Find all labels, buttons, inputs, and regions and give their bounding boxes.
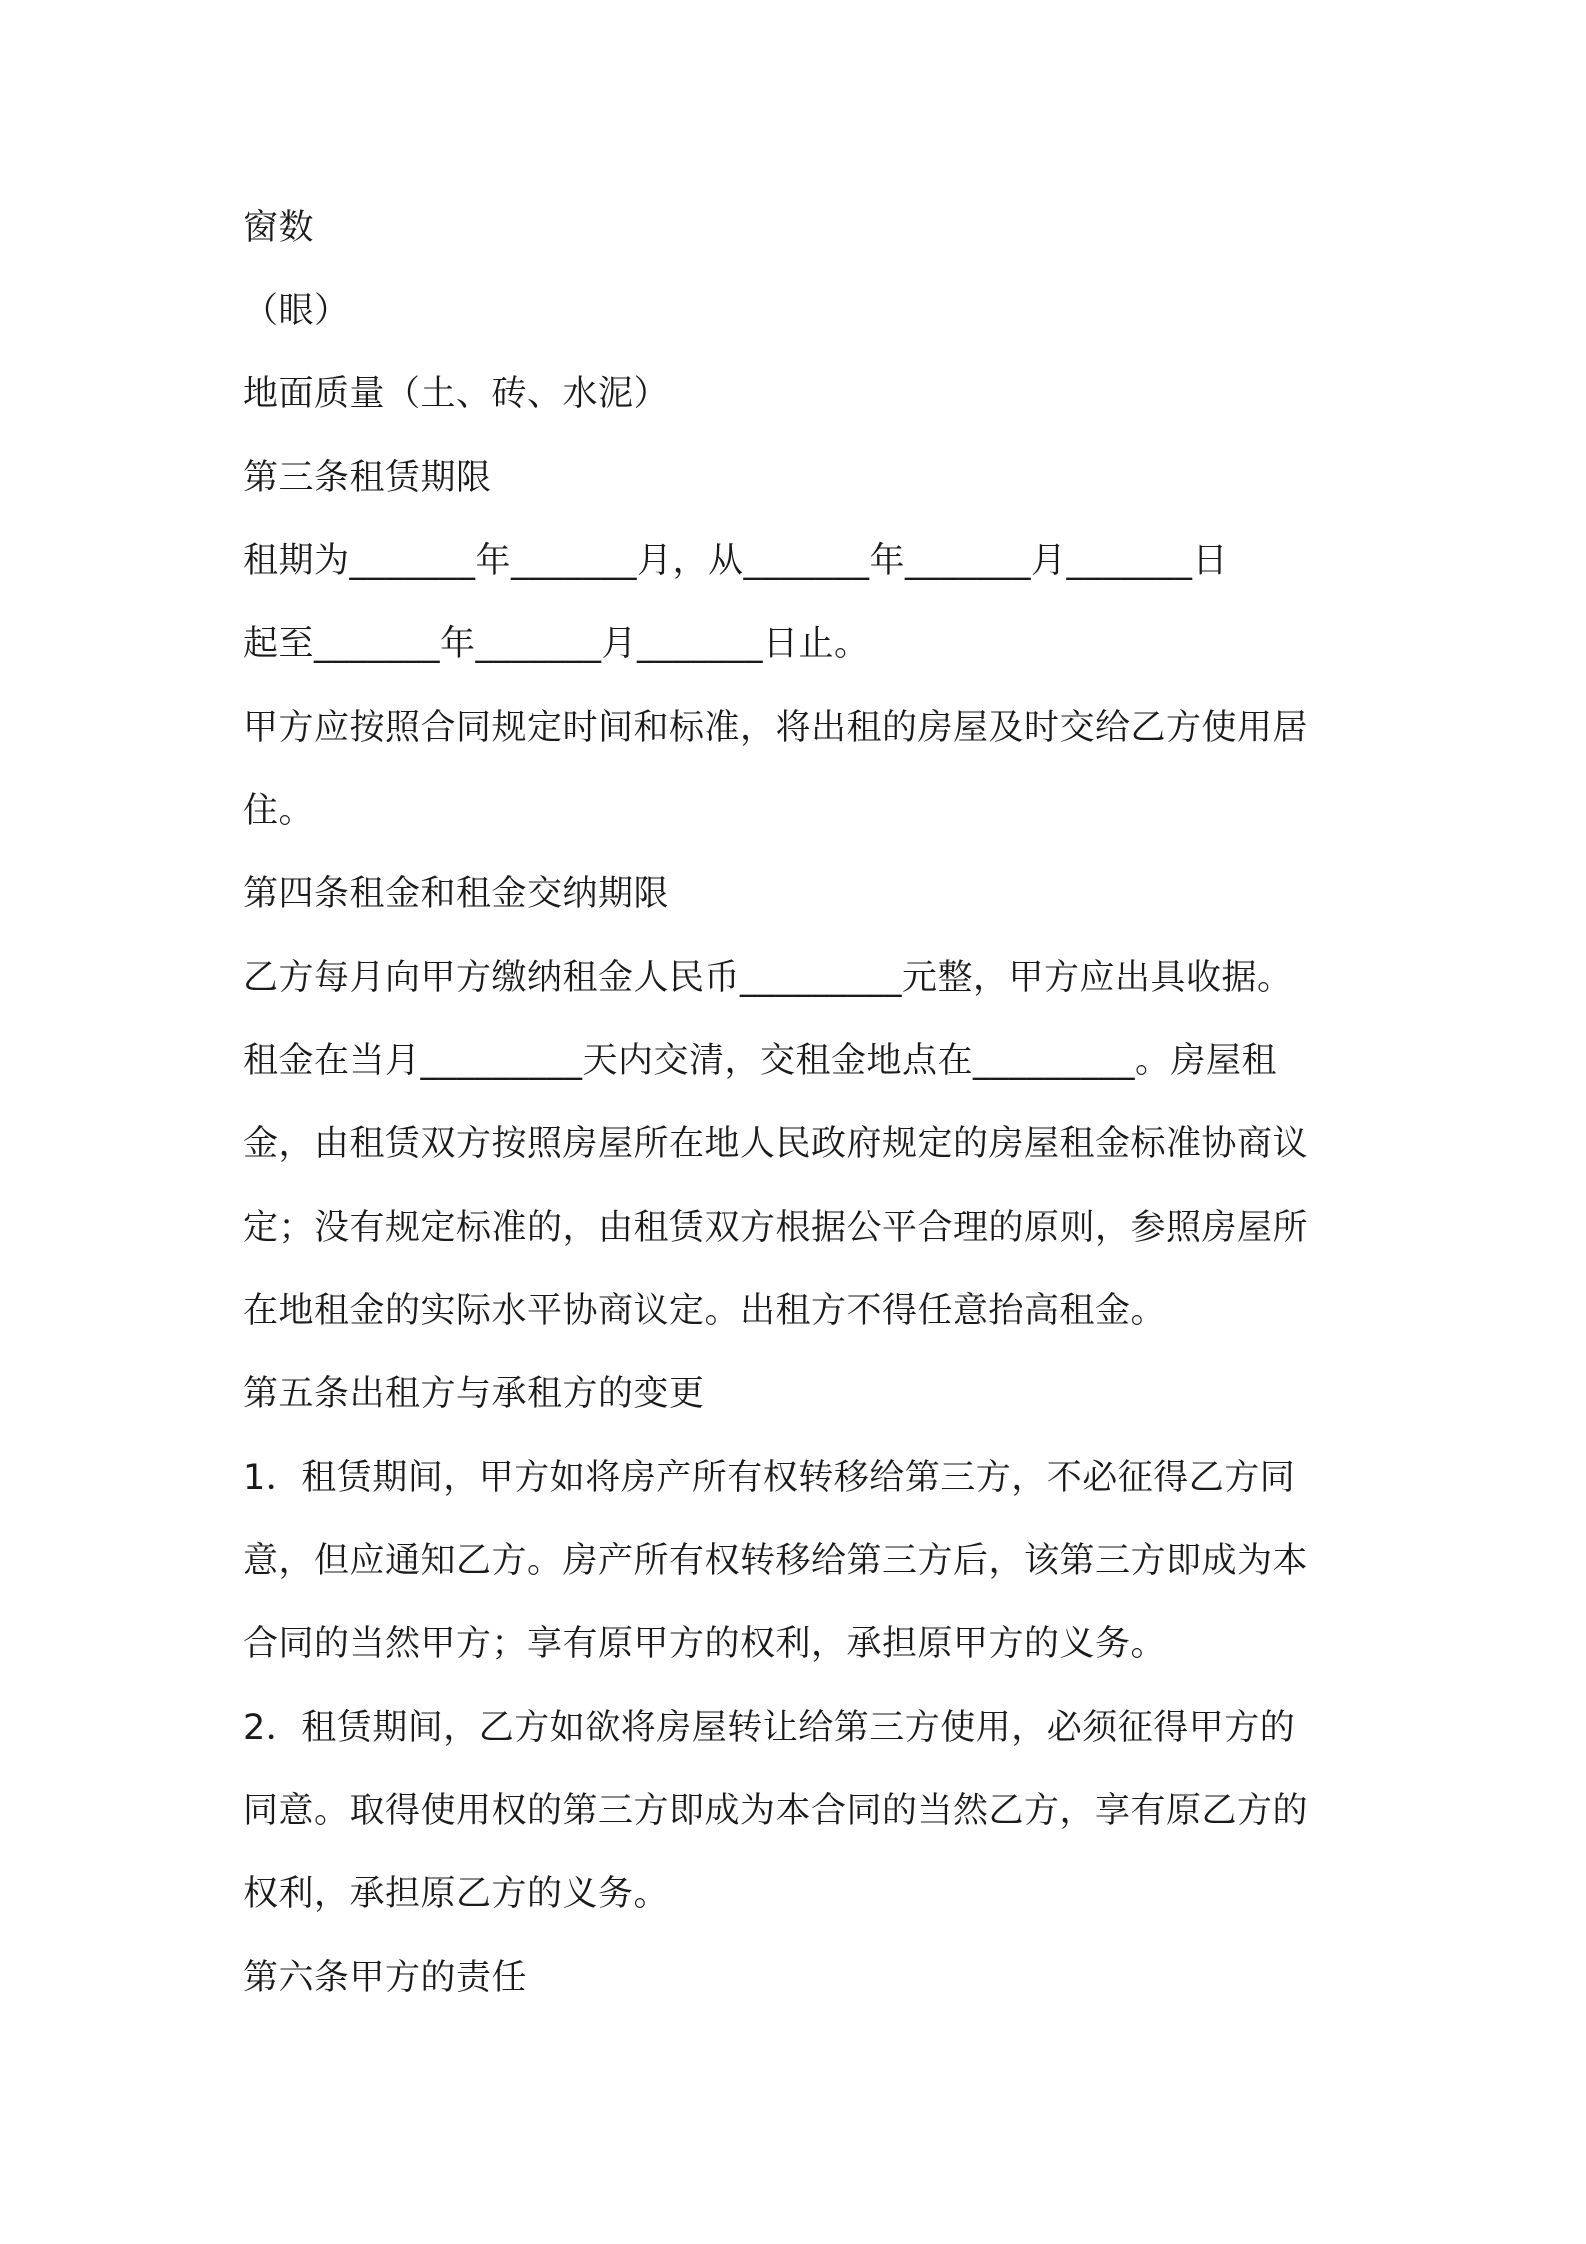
text-line-clause-2b: 同意。取得使用权的第三方即成为本合同的当然乙方，享有原乙方的 [243,1791,1309,1831]
section-heading-lease-term: 第三条租赁期限 [243,458,492,498]
text-line-rent-level: 在地租金的实际水平协商议定。出租方不得任意抬高租金。 [243,1291,1167,1331]
text-line-lease-end: 起至_______年_______月_______日止。 [243,624,870,664]
text-line-rent-amount: 乙方每月向甲方缴纳租金人民币_________元整，甲方应出具收据。 [243,958,1293,998]
section-heading-party-change: 第五条出租方与承租方的变更 [243,1374,705,1414]
text-line-clause-1a: 1．租赁期间，甲方如将房产所有权转移给第三方，不必征得乙方同 [243,1458,1296,1498]
text-line-clause-1b: 意，但应通知乙方。房产所有权转移给第三方后，该第三方即成为本 [243,1541,1309,1581]
text-line-window-count: 窗数 [243,208,315,248]
text-line-clause-2c: 权利，承担原乙方的义务。 [243,1874,670,1914]
text-line-floor-quality: 地面质量（土、砖、水泥） [243,374,670,414]
text-line-unit: （眼） [243,291,350,331]
text-line-rent-fair: 定；没有规定标准的，由租赁双方根据公平合理的原则，参照房屋所 [243,1208,1309,1248]
text-line-rent-payment: 租金在当月_________天内交清，交租金地点在_________。房屋租 [243,1041,1278,1081]
text-line-handover-cont: 住。 [243,791,315,831]
section-heading-party-a-duty: 第六条甲方的责任 [243,1958,528,1998]
text-line-clause-2a: 2．租赁期间，乙方如欲将房屋转让给第三方使用，必须征得甲方的 [243,1708,1296,1748]
text-line-clause-1c: 合同的当然甲方；享有原甲方的权利，承担原甲方的义务。 [243,1624,1167,1664]
text-line-rent-standard: 金，由租赁双方按照房屋所在地人民政府规定的房屋租金标准协商议 [243,1124,1309,1164]
text-line-handover: 甲方应按照合同规定时间和标准，将出租的房屋及时交给乙方使用居 [243,708,1309,748]
text-line-lease-period: 租期为_______年_______月，从_______年_______月_______日 [243,541,1229,581]
section-heading-rent: 第四条租金和租金交纳期限 [243,874,670,914]
